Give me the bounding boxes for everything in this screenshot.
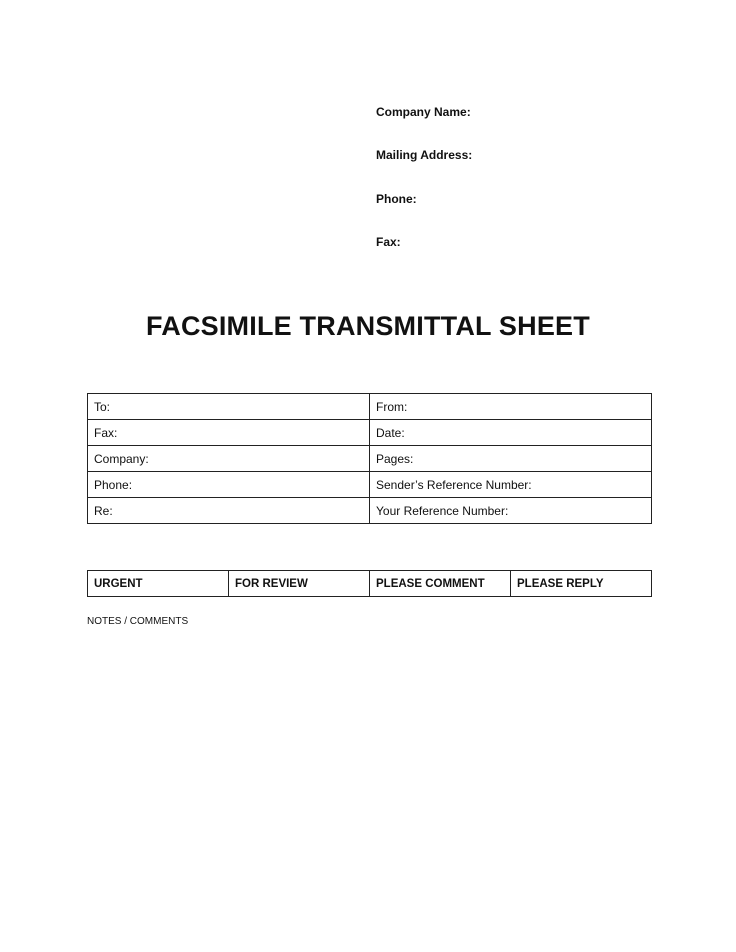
re-field[interactable]: Re: xyxy=(88,498,370,524)
transmittal-info-table xyxy=(87,393,652,524)
notes-comments-label: NOTES / COMMENTS xyxy=(87,616,189,627)
please-reply-option[interactable]: PLEASE REPLY xyxy=(511,571,652,597)
for-review-option[interactable]: FOR REVIEW xyxy=(229,571,370,597)
urgent-option[interactable]: URGENT xyxy=(88,571,229,597)
table-row xyxy=(88,571,652,597)
to-field[interactable]: To: xyxy=(88,394,370,420)
document-title: FACSIMILE TRANSMITTAL SHEET xyxy=(146,311,590,341)
sender-info-block xyxy=(376,104,676,277)
status-options-table xyxy=(87,570,652,597)
mailing-address-label: Mailing Address: xyxy=(376,148,473,163)
date-field[interactable]: Date: xyxy=(370,420,652,446)
company-name-label: Company Name: xyxy=(376,105,471,119)
senders-reference-field[interactable]: Sender’s Reference Number: xyxy=(370,472,652,498)
phone-label: Phone: xyxy=(376,191,417,206)
pages-field[interactable]: Pages: xyxy=(370,446,652,472)
table-row xyxy=(88,394,652,420)
table-row xyxy=(88,420,652,446)
please-comment-option[interactable]: PLEASE COMMENT xyxy=(370,571,511,597)
table-row xyxy=(88,472,652,498)
table-row xyxy=(88,446,652,472)
from-field[interactable]: From: xyxy=(370,394,652,420)
fax-label: Fax: xyxy=(376,234,401,249)
company-field[interactable]: Company: xyxy=(88,446,370,472)
fax-field[interactable]: Fax: xyxy=(88,420,370,446)
table-row xyxy=(88,498,652,524)
phone-field[interactable]: Phone: xyxy=(88,472,370,498)
your-reference-field[interactable]: Your Reference Number: xyxy=(370,498,652,524)
